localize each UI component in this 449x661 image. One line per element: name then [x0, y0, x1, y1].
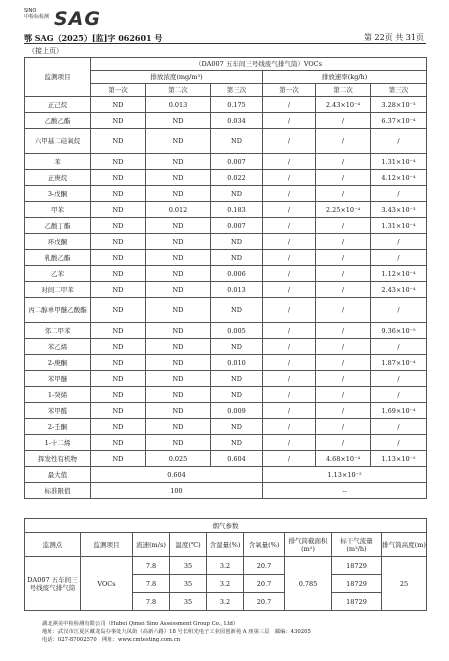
voc-row — [25, 435, 427, 451]
voc-row — [25, 202, 427, 218]
footer-contact: 电话：027-87002570 网址：www.cmtesting.com.cn — [42, 637, 181, 643]
rate-value: / — [316, 266, 371, 282]
rate-value: / — [316, 218, 371, 234]
rate-value: 9.36×10⁻⁵ — [371, 323, 427, 339]
conc-value: 0.175 — [211, 97, 263, 113]
conc-value: 0.009 — [211, 403, 263, 419]
conc-value: ND — [211, 129, 263, 154]
flue-area: 0.785 — [285, 557, 332, 611]
rate-value: / — [263, 129, 316, 154]
rate-value: / — [316, 234, 371, 250]
conc-value: ND — [91, 218, 146, 234]
compound-name: 乳酸乙酯 — [25, 250, 91, 266]
voc-row — [25, 129, 427, 154]
compound-name: 挥发性有机物 — [25, 451, 91, 467]
limit-label: 标准限值 — [25, 483, 91, 499]
rate-value: / — [316, 419, 371, 435]
rate-value: / — [263, 186, 316, 202]
conc-value: ND — [146, 218, 211, 234]
conc-value: ND — [146, 186, 211, 202]
conc-value: ND — [211, 186, 263, 202]
conc-value: ND — [91, 435, 146, 451]
max-conc: 0.604 — [91, 467, 263, 483]
rate-value: / — [316, 435, 371, 451]
flue-gas-table — [24, 518, 427, 611]
compound-name: 乙酸乙酯 — [25, 113, 91, 129]
rate-value: / — [371, 419, 427, 435]
voc-row — [25, 97, 427, 113]
compound-name: 2-壬酮 — [25, 419, 91, 435]
time-header: 第一次 — [91, 84, 146, 97]
conc-value: ND — [146, 298, 211, 323]
rate-value: / — [316, 154, 371, 170]
rate-value: / — [316, 387, 371, 403]
flue-velocity: 7.8 — [133, 593, 170, 611]
rate-value: / — [263, 266, 316, 282]
logo-small-text: SINO 中检标检测 — [24, 8, 50, 20]
compound-name: 甲苯 — [25, 202, 91, 218]
conc-value: ND — [146, 234, 211, 250]
rate-value: / — [263, 371, 316, 387]
conc-value: ND — [91, 250, 146, 266]
voc-row — [25, 234, 427, 250]
compound-name: 乙酸丁酯 — [25, 218, 91, 234]
conc-value: ND — [91, 371, 146, 387]
rate-value: 4.68×10⁻⁴ — [316, 451, 371, 467]
conc-value: ND — [146, 371, 211, 387]
compound-name: 苯甲醛 — [25, 403, 91, 419]
flue-header: 温度(℃) — [170, 533, 207, 557]
rate-value: / — [316, 298, 371, 323]
conc-value: 0.013 — [211, 282, 263, 298]
voc-row — [25, 403, 427, 419]
rate-value: / — [263, 234, 316, 250]
conc-value: ND — [146, 355, 211, 371]
rate-value: / — [263, 451, 316, 467]
rate-value: 1.13×10⁻² — [371, 451, 427, 467]
rate-value: 1.87×10⁻⁴ — [371, 355, 427, 371]
conc-value: ND — [146, 129, 211, 154]
conc-value: ND — [146, 170, 211, 186]
flue-moisture: 3.2 — [207, 557, 244, 575]
voc-row — [25, 339, 427, 355]
rate-value: / — [316, 323, 371, 339]
flue-header: 流速(m/s) — [133, 533, 170, 557]
voc-row — [25, 323, 427, 339]
conc-value: 0.183 — [211, 202, 263, 218]
compound-name: 环戊酮 — [25, 234, 91, 250]
rate-value: / — [371, 387, 427, 403]
compound-name: 苯 — [25, 154, 91, 170]
conc-value: 0.025 — [146, 451, 211, 467]
flue-point: DA007 五车间三号线废气排气筒 — [25, 557, 81, 611]
conc-value: ND — [211, 298, 263, 323]
conc-value: ND — [91, 323, 146, 339]
rate-value: / — [263, 113, 316, 129]
conc-value: ND — [146, 435, 211, 451]
rate-value: / — [263, 435, 316, 451]
conc-value: ND — [91, 202, 146, 218]
rate-value: / — [316, 170, 371, 186]
compound-name: 丙二醇单甲醚乙酸酯 — [25, 298, 91, 323]
rate-value: 1.31×10⁻⁴ — [371, 154, 427, 170]
conc-value: ND — [146, 387, 211, 403]
rate-value: / — [263, 387, 316, 403]
max-rate: 1.13×10⁻² — [263, 467, 427, 483]
voc-row — [25, 250, 427, 266]
conc-value: 0.010 — [211, 355, 263, 371]
time-header: 第三次 — [371, 84, 427, 97]
conc-value: ND — [211, 234, 263, 250]
voc-results-table — [24, 57, 427, 499]
voc-row — [25, 186, 427, 202]
flue-flow: 18729 — [332, 593, 382, 611]
conc-value: ND — [146, 113, 211, 129]
rate-value: / — [371, 186, 427, 202]
conc-value: ND — [211, 435, 263, 451]
flue-header: 标干气流量(m³/h) — [332, 533, 382, 557]
compound-name: 乙苯 — [25, 266, 91, 282]
compound-name: 正庚烷 — [25, 170, 91, 186]
conc-value: ND — [91, 355, 146, 371]
conc-value: 0.022 — [211, 170, 263, 186]
rate-value: / — [263, 154, 316, 170]
flue-temperature: 35 — [170, 575, 207, 593]
rate-value: 3.43×10⁻³ — [371, 202, 427, 218]
voc-row — [25, 451, 427, 467]
rate-value: / — [263, 282, 316, 298]
voc-row — [25, 298, 427, 323]
continued-note: （接上页） — [28, 47, 63, 55]
conc-value: 0.005 — [211, 323, 263, 339]
conc-value: 0.604 — [211, 451, 263, 467]
conc-value: ND — [91, 170, 146, 186]
conc-value: 0.013 — [146, 97, 211, 113]
conc-value: ND — [146, 250, 211, 266]
compound-name: 邻二甲苯 — [25, 323, 91, 339]
compound-name: 苯乙烯 — [25, 339, 91, 355]
conc-value: ND — [146, 323, 211, 339]
flue-moisture: 3.2 — [207, 593, 244, 611]
rate-value: / — [316, 186, 371, 202]
voc-row — [25, 170, 427, 186]
conc-value: ND — [146, 266, 211, 282]
flue-moisture: 3.2 — [207, 575, 244, 593]
rate-value: / — [263, 355, 316, 371]
voc-row — [25, 387, 427, 403]
rate-value: / — [316, 129, 371, 154]
rate-value: 1.31×10⁻⁴ — [371, 218, 427, 234]
conc-value: 0.006 — [211, 266, 263, 282]
conc-value: ND — [91, 298, 146, 323]
voc-row — [25, 282, 427, 298]
rate-value: / — [263, 218, 316, 234]
conc-value: ND — [91, 186, 146, 202]
flue-temperature: 35 — [170, 557, 207, 575]
rate-value: / — [263, 323, 316, 339]
conc-value: ND — [146, 154, 211, 170]
compound-name: 1-癸烯 — [25, 387, 91, 403]
rate-value: / — [263, 250, 316, 266]
conc-value: ND — [91, 387, 146, 403]
report-number: 鄂 SAG（2025）[监]字 062601 号 — [24, 33, 163, 43]
rate-value: / — [371, 234, 427, 250]
rate-value: 2.43×10⁻⁴ — [371, 282, 427, 298]
conc-value: 0.007 — [211, 218, 263, 234]
flue-header: 含湿量(%) — [207, 533, 244, 557]
rate-value: / — [263, 97, 316, 113]
rate-value: 4.12×10⁻⁴ — [371, 170, 427, 186]
voc-row — [25, 355, 427, 371]
voc-row — [25, 218, 427, 234]
conc-value: ND — [91, 451, 146, 467]
conc-value: 0.007 — [211, 154, 263, 170]
flue-item: VOCs — [81, 557, 133, 611]
conc-value: ND — [91, 234, 146, 250]
flue-velocity: 7.8 — [133, 557, 170, 575]
flue-header: 监测项目 — [81, 533, 133, 557]
voc-rows — [25, 97, 427, 467]
conc-value: ND — [211, 250, 263, 266]
rate-value: / — [371, 298, 427, 323]
flue-header: 含氧量(%) — [244, 533, 285, 557]
time-header: 第二次 — [146, 84, 211, 97]
rate-value: 1.69×10⁻⁴ — [371, 403, 427, 419]
company-logo — [24, 8, 104, 30]
conc-value: ND — [91, 154, 146, 170]
rate-value: / — [263, 339, 316, 355]
conc-value: ND — [211, 419, 263, 435]
limit-rate: -- — [263, 483, 427, 499]
voc-row — [25, 113, 427, 129]
rate-value: 2.25×10⁻⁴ — [316, 202, 371, 218]
conc-value: ND — [146, 282, 211, 298]
footer — [42, 620, 311, 644]
col-monitoring-item: 监测项目 — [25, 58, 91, 97]
rate-header: 排放速率(kg/h) — [263, 71, 427, 84]
conc-value: ND — [91, 113, 146, 129]
rate-value: / — [316, 339, 371, 355]
rate-value: / — [371, 339, 427, 355]
flue-header: 排气筒高度(m) — [382, 533, 427, 557]
compound-name: 苯甲醚 — [25, 371, 91, 387]
time-header: 第二次 — [316, 84, 371, 97]
limit-conc: 100 — [91, 483, 263, 499]
conc-value: ND — [211, 339, 263, 355]
conc-header: 排放浓度(mg/m³) — [91, 71, 263, 84]
compound-name: 3-戊酮 — [25, 186, 91, 202]
rate-value: / — [371, 371, 427, 387]
rate-value: / — [371, 435, 427, 451]
rate-value: / — [263, 403, 316, 419]
rate-value: / — [316, 113, 371, 129]
voc-row — [25, 419, 427, 435]
flue-header: 监测点 — [25, 533, 81, 557]
flue-oxygen: 20.7 — [244, 593, 285, 611]
rate-value: / — [371, 129, 427, 154]
flue-flow: 18729 — [332, 575, 382, 593]
compound-name: 六甲基二硅氧烷 — [25, 129, 91, 154]
conc-value: ND — [91, 339, 146, 355]
compound-name: 对间二甲苯 — [25, 282, 91, 298]
voc-row — [25, 154, 427, 170]
conc-value: ND — [91, 282, 146, 298]
flue-velocity: 7.8 — [133, 575, 170, 593]
conc-value: ND — [91, 97, 146, 113]
max-label: 最大值 — [25, 467, 91, 483]
flue-flow: 18729 — [332, 557, 382, 575]
conc-value: ND — [146, 419, 211, 435]
rate-value: 3.28×10⁻³ — [371, 97, 427, 113]
conc-value: ND — [211, 387, 263, 403]
rate-value: / — [316, 371, 371, 387]
flue-header: 排气筒截面积(m²) — [285, 533, 332, 557]
rate-value: / — [316, 282, 371, 298]
footer-company: 湖北祺美中检检测有限公司（Hubei Qimei Sino Assessment Group Co., Ltd） — [42, 621, 239, 627]
conc-value: ND — [91, 403, 146, 419]
rate-value: / — [263, 298, 316, 323]
rate-value: / — [316, 355, 371, 371]
conc-value: ND — [91, 419, 146, 435]
rate-value: 6.37×10⁻⁴ — [371, 113, 427, 129]
conc-value: ND — [146, 403, 211, 419]
conc-value: ND — [211, 371, 263, 387]
voc-row — [25, 371, 427, 387]
conc-value: 0.034 — [211, 113, 263, 129]
compound-name: 2-庚酮 — [25, 355, 91, 371]
header-divider — [24, 43, 426, 44]
conc-value: ND — [146, 339, 211, 355]
rate-value: / — [371, 250, 427, 266]
conc-value: 0.012 — [146, 202, 211, 218]
rate-value: / — [263, 202, 316, 218]
time-header: 第三次 — [211, 84, 263, 97]
footer-address: 地址：武汉市江夏区藏龙岛办事处九凤街（高新六路）18 号长咀光电子工业园创新苑 A 座第三层 邮编：430205 — [42, 629, 311, 635]
rate-value: / — [316, 250, 371, 266]
conc-value: ND — [91, 266, 146, 282]
flue-temperature: 35 — [170, 593, 207, 611]
page-indicator: 第 22页 共 31页 — [364, 33, 424, 42]
flue-oxygen: 20.7 — [244, 557, 285, 575]
logo-sag-text: SAG — [54, 8, 101, 30]
flue-oxygen: 20.7 — [244, 575, 285, 593]
time-header: 第一次 — [263, 84, 316, 97]
compound-name: 1-十二烯 — [25, 435, 91, 451]
compound-name: 正己烷 — [25, 97, 91, 113]
voc-row — [25, 266, 427, 282]
rate-value: / — [316, 403, 371, 419]
flue-height: 25 — [382, 557, 427, 611]
rate-value: 2.43×10⁻⁴ — [316, 97, 371, 113]
source-title: （DA007 五车间三号线废气排气筒）VOCs — [91, 58, 427, 71]
rate-value: / — [263, 419, 316, 435]
flue-title: 烟气参数 — [25, 519, 427, 533]
rate-value: / — [263, 170, 316, 186]
conc-value: ND — [91, 129, 146, 154]
rate-value: 1.12×10⁻⁴ — [371, 266, 427, 282]
